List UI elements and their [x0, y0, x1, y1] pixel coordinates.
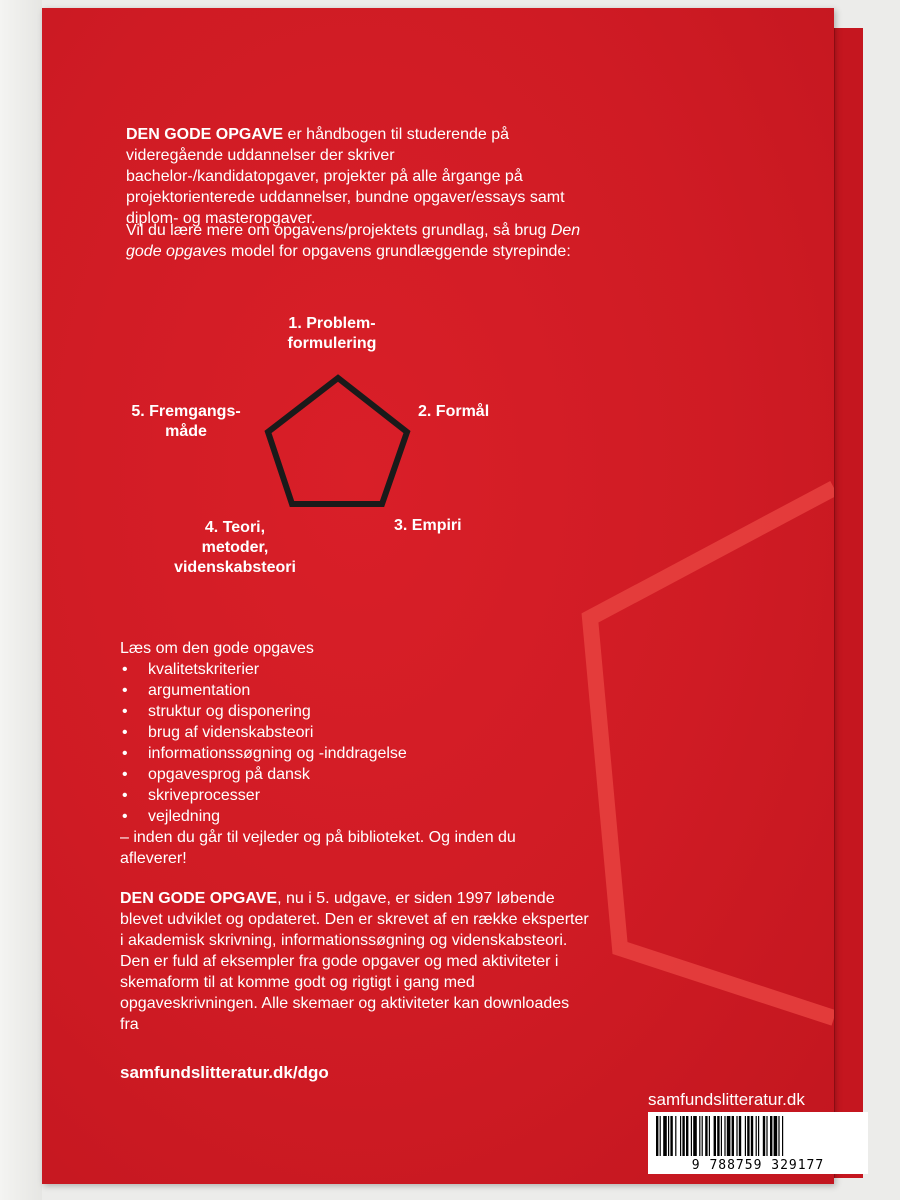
- intro-text: er håndbogen til studerende på videregående uddannelser der skriver bachelor-/kandidatopgaver, projekter på alle årgange på projektorienterede uddannelser, bundne opgaver/essays samt diplom- og masteropgaver.: [126, 126, 565, 227]
- list-item: • struktur og disponering: [120, 701, 540, 722]
- diagram-label-problemformulering: [262, 314, 402, 354]
- barcode: [648, 1112, 868, 1174]
- label-line: 5. Fremgangs-: [131, 403, 241, 420]
- list-intro: Læs om den gode opgaves: [120, 640, 314, 657]
- intro-paragraph: [126, 124, 586, 229]
- barcode-bars: [648, 1112, 868, 1158]
- model-paragraph: [126, 220, 596, 262]
- label-line: 3. Empiri: [394, 517, 462, 534]
- list-item: • opgavesprog på dansk: [120, 764, 540, 785]
- decorative-frame-line: [590, 488, 834, 1018]
- label-line: 4. Teori,: [204, 519, 266, 536]
- book-back-cover: [42, 8, 834, 1184]
- model-text-a: Vil du lære mere om opgavens/projektets grundlag, så brug: [126, 222, 551, 239]
- publisher-website: samfundslitteratur.dk: [648, 1090, 805, 1109]
- label-line: måde: [165, 423, 207, 440]
- list-item: • vejledning: [120, 806, 540, 827]
- diagram-label-formaal: [418, 402, 518, 422]
- diagram-label-fremgangsmaade: [118, 402, 254, 442]
- background-left: [0, 0, 42, 1200]
- label-line: 1. Problem-: [288, 315, 376, 332]
- edition-text: , nu i 5. udgave, er siden 1997 løbende blevet udviklet og opdateret. Den er skrevet af en række eksperter i akademisk skrivning, informationssøgning og videnskabsteori. Den er fuld af eksempler fra gode opgaver og med aktiviteter i skemaform til at komme godt og rigtigt i gang med opgaveskrivningen. Alle skemaer og aktiviteter kan downloades fra: [120, 890, 589, 1033]
- list-item: • skriveprocesser: [120, 785, 540, 806]
- list-outro: – inden du går til vejleder og på biblioteket. Og inden du afleverer!: [120, 829, 516, 867]
- book-title-bold: DEN GODE OPGAVE: [126, 126, 284, 143]
- label-line: formulering: [287, 335, 377, 352]
- label-line: videnskabsteori: [174, 559, 296, 576]
- book-title-bold: DEN GODE OPGAVE: [120, 890, 278, 907]
- topics-list: [120, 638, 540, 869]
- label-line: metoder,: [201, 539, 269, 556]
- download-url: samfundslitteratur.dk/dgo: [120, 1063, 329, 1082]
- edition-paragraph: [120, 888, 590, 1035]
- pentagon-shape: [268, 378, 407, 504]
- list-item: • argumentation: [120, 680, 540, 701]
- diagram-label-teori: [160, 518, 310, 578]
- model-text-italic: Den gode opgave: [126, 222, 581, 260]
- isbn-number: 9 788759 329177: [691, 1158, 825, 1173]
- label-line: 2. Formål: [418, 403, 490, 420]
- diagram-label-empiri: [394, 516, 494, 536]
- model-text-b: s model for opgavens grundlæggende styrepinde:: [218, 243, 571, 260]
- list-item: • brug af videnskabsteori: [120, 722, 540, 743]
- topics-bullets: [120, 659, 540, 827]
- list-item: • informationssøgning og -inddragelse: [120, 743, 540, 764]
- book-spine-edge: [834, 28, 863, 1178]
- list-item: • kvalitetskriterier: [120, 659, 540, 680]
